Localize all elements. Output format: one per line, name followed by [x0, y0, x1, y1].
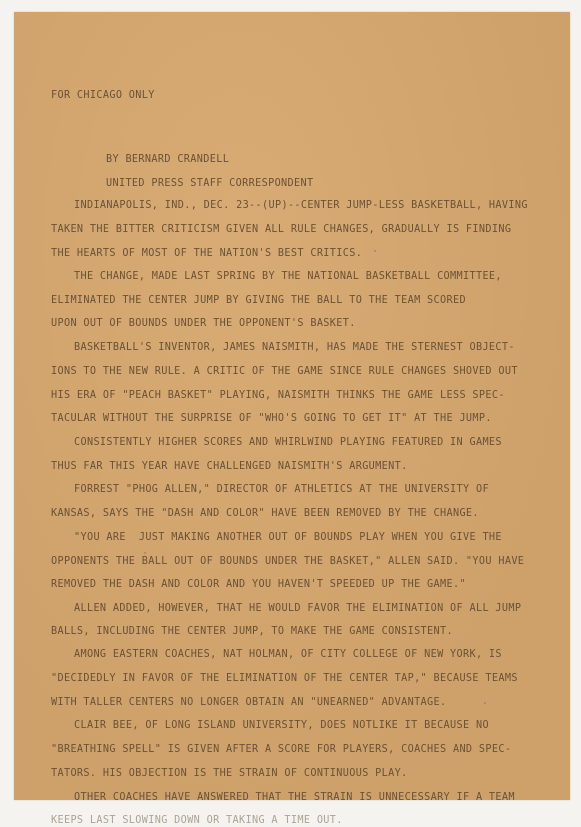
body-line: BASKETBALL'S INVENTOR, JAMES NAISMITH, HAS MADE THE STERNEST OBJECT- — [74, 342, 515, 353]
body-line: BALLS, INCLUDING THE CENTER JUMP, TO MAKE THE GAME CONSISTENT. — [51, 626, 453, 637]
document-page — [14, 12, 570, 826]
body-line: INDIANAPOLIS, IND., DEC. 23--(UP)--CENTER JUMP-LESS BASKETBALL, HAVING — [74, 200, 528, 211]
body-line: TATORS. HIS OBJECTION IS THE STRAIN OF CONTINUOUS PLAY. — [51, 768, 408, 779]
body-line: THUS FAR THIS YEAR HAVE CHALLENGED NAISMITH'S ARGUMENT. — [51, 461, 408, 472]
body-line: KANSAS, SAYS THE "DASH AND COLOR" HAVE BEEN REMOVED BY THE CHANGE. — [51, 508, 479, 519]
body-line: WITH TALLER CENTERS NO LONGER OBTAIN AN "UNEARNED" ADVANTAGE. — [51, 697, 447, 708]
body-line: ALLEN ADDED, HOWEVER, THAT HE WOULD FAVOR THE ELIMINATION OF ALL JUMP — [74, 603, 522, 614]
paper-speck — [484, 702, 486, 704]
body-line: "BREATHING SPELL" IS GIVEN AFTER A SCORE FOR PLAYERS, COACHES AND SPEC- — [51, 744, 512, 755]
body-line: THE HEARTS OF MOST OF THE NATION'S BEST CRITICS. — [51, 248, 363, 259]
body-line: UPON OUT OF BOUNDS UNDER THE OPPONENT'S BASKET. — [51, 318, 356, 329]
body-line: TAKEN THE BITTER CRITICISM GIVEN ALL RULE CHANGES, GRADUALLY IS FINDING — [51, 224, 512, 235]
body-line: HIS ERA OF "PEACH BASKET" PLAYING, NAISMITH THINKS THE GAME LESS SPEC- — [51, 390, 505, 401]
body-line: "YOU ARE JUST MAKING ANOTHER OUT OF BOUNDS PLAY WHEN YOU GIVE THE — [74, 532, 502, 543]
body-line: ELIMINATED THE CENTER JUMP BY GIVING THE BALL TO THE TEAM SCORED — [51, 295, 466, 306]
body-line: CONSISTENTLY HIGHER SCORES AND WHIRLWIND PLAYING FEATURED IN GAMES — [74, 437, 502, 448]
paper-speck — [374, 250, 376, 252]
body-line: OPPONENTS THE BALL OUT OF BOUNDS UNDER THE BASKET," ALLEN SAID. "YOU HAVE — [51, 556, 525, 567]
byline: BY BERNARD CRANDELL — [106, 154, 230, 165]
paper-speck — [144, 552, 146, 554]
body-line: REMOVED THE DASH AND COLOR AND YOU HAVEN'T SPEEDED UP THE GAME." — [51, 579, 466, 590]
body-line: "DECIDEDLY IN FAVOR OF THE ELIMINATION OF THE CENTER TAP," BECAUSE TEAMS — [51, 673, 518, 684]
affiliation: UNITED PRESS STAFF CORRESPONDENT — [106, 178, 314, 189]
dateline-header: FOR CHICAGO ONLY — [51, 90, 155, 101]
body-line: AMONG EASTERN COACHES, NAT HOLMAN, OF CITY COLLEGE OF NEW YORK, IS — [74, 649, 502, 660]
body-line: CLAIR BEE, OF LONG ISLAND UNIVERSITY, DOES NOTLIKE IT BECAUSE NO — [74, 720, 489, 731]
body-line: KEEPS LAST SLOWING DOWN OR TAKING A TIME OUT. — [51, 815, 343, 826]
body-line: IONS TO THE NEW RULE. A CRITIC OF THE GAME SINCE RULE CHANGES SHOVED OUT — [51, 366, 518, 377]
body-line: THE CHANGE, MADE LAST SPRING BY THE NATIONAL BASKETBALL COMMITTEE, — [74, 271, 502, 282]
body-line: TACULAR WITHOUT THE SURPRISE OF "WHO'S GOING TO GET IT" AT THE JUMP. — [51, 413, 492, 424]
body-line: OTHER COACHES HAVE ANSWERED THAT THE STRAIN IS UNNECESSARY IF A TEAM — [74, 792, 515, 803]
body-line: FORREST "PHOG ALLEN," DIRECTOR OF ATHLETICS AT THE UNIVERSITY OF — [74, 484, 489, 495]
